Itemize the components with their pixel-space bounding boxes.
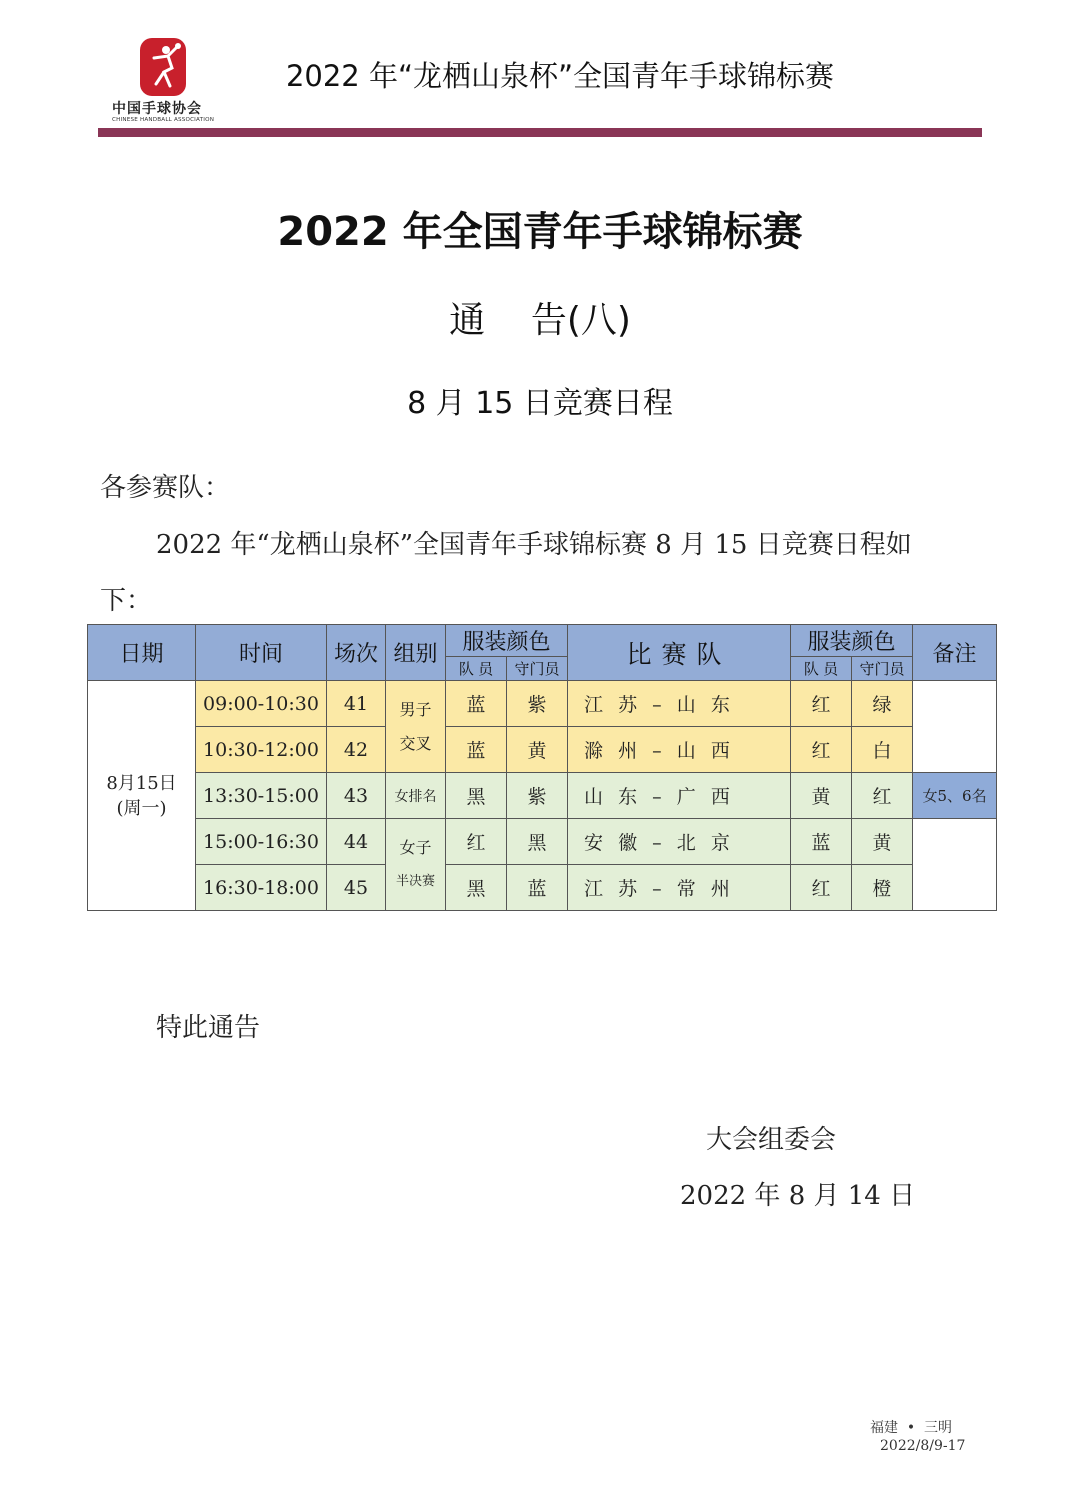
header-goalkeeper-b: 守门员 [852,657,913,681]
kit-b-gk-cell: 绿 [852,681,913,727]
document-title: 2022 年全国青年手球锦标赛 [277,209,803,255]
header-teams: 比赛队 [568,625,791,681]
teams-cell: 江 苏 – 常 州 [568,865,791,911]
time-cell: 16:30-18:00 [196,865,327,911]
group-label-line2: 半决赛 [395,873,435,889]
header-kit-color-a: 服装颜色 [446,625,568,657]
kit-a-gk-cell: 紫 [507,773,568,819]
teams-cell: 安 徽 – 北 京 [568,819,791,865]
kit-b-gk-cell: 黄 [852,819,913,865]
date-day: 8月15日 [106,772,177,794]
kit-b-player-cell: 红 [791,865,852,911]
kit-a-gk-cell: 黄 [507,727,568,773]
handball-player-icon [140,38,186,96]
kit-b-gk-cell: 红 [852,773,913,819]
match-no-cell: 42 [327,727,386,773]
schedule-heading: 8 月 15 日竞赛日程 [407,386,673,421]
header-time: 时间 [196,625,327,681]
kit-b-player-cell: 蓝 [791,819,852,865]
date-cell [88,681,196,911]
table-header-row [88,625,997,657]
table-row [88,819,997,865]
kit-a-gk-cell: 紫 [507,681,568,727]
intro-paragraph-line2: 下： [100,586,153,616]
group-women-rank: 女排名 [386,773,446,819]
association-logo [112,38,215,128]
schedule-table [87,624,996,907]
header-title: 2022 年“龙栖山泉杯”全国青年手球锦标赛 [285,59,835,93]
header-goalkeeper-a: 守门员 [507,657,568,681]
header-remark: 备注 [913,625,997,681]
footer-dates: 2022/8/9-17 [880,1438,966,1454]
group-men-cross [386,681,446,773]
kit-a-gk-cell: 蓝 [507,865,568,911]
match-no-cell: 45 [327,865,386,911]
table-row [88,865,997,911]
kit-a-gk-cell: 黑 [507,819,568,865]
teams-cell: 江 苏 – 山 东 [568,681,791,727]
kit-a-player-cell: 蓝 [446,727,507,773]
remark-cell-empty [913,819,997,911]
header-divider [98,128,982,137]
kit-b-player-cell: 红 [791,727,852,773]
logo-english-text: CHINESE HANDBALL ASSOCIATION [112,117,215,123]
kit-b-player-cell: 红 [791,681,852,727]
time-cell: 10:30-12:00 [196,727,327,773]
table-row [88,773,997,819]
sign-date: 2022 年 8 月 14 日 [680,1181,916,1211]
closing-text: 特此通告 [156,1013,261,1043]
salutation: 各参赛队： [100,473,231,503]
time-cell: 09:00-10:30 [196,681,327,727]
remark-cell: 女5、6名 [913,773,997,819]
teams-cell: 滁 州 – 山 西 [568,727,791,773]
teams-cell: 山 东 – 广 西 [568,773,791,819]
match-no-cell: 43 [327,773,386,819]
kit-b-gk-cell: 白 [852,727,913,773]
kit-a-player-cell: 黑 [446,773,507,819]
match-no-cell: 41 [327,681,386,727]
header-date: 日期 [88,625,196,681]
footer-location: 福建 • 三明 [870,1420,953,1436]
kit-a-player-cell: 黑 [446,865,507,911]
kit-a-player-cell: 红 [446,819,507,865]
date-weekday: (周一) [116,797,167,819]
document-subtitle: 通 告(八) [449,300,631,341]
header-match-no: 场次 [327,625,386,681]
logo-chinese-text: 中国手球协会 [112,101,202,117]
header-player-a: 队 员 [446,657,507,681]
time-cell: 13:30-15:00 [196,773,327,819]
kit-b-player-cell: 黄 [791,773,852,819]
group-label-line2: 交叉 [399,733,432,753]
kit-b-gk-cell: 橙 [852,865,913,911]
table-row [88,681,997,727]
header-kit-color-b: 服装颜色 [791,625,913,657]
match-no-cell: 44 [327,819,386,865]
header-group: 组别 [386,625,446,681]
group-label-line1: 女子 [399,837,432,857]
table-row [88,727,997,773]
group-label-line1: 男子 [399,699,432,719]
kit-a-player-cell: 蓝 [446,681,507,727]
remark-cell-empty [913,681,997,773]
intro-paragraph-line1: 2022 年“龙栖山泉杯”全国青年手球锦标赛 8 月 15 日竞赛日程如 [156,530,912,560]
time-cell: 15:00-16:30 [196,819,327,865]
group-women-semi [386,819,446,911]
header-player-b: 队 员 [791,657,852,681]
signer: 大会组委会 [706,1125,837,1155]
